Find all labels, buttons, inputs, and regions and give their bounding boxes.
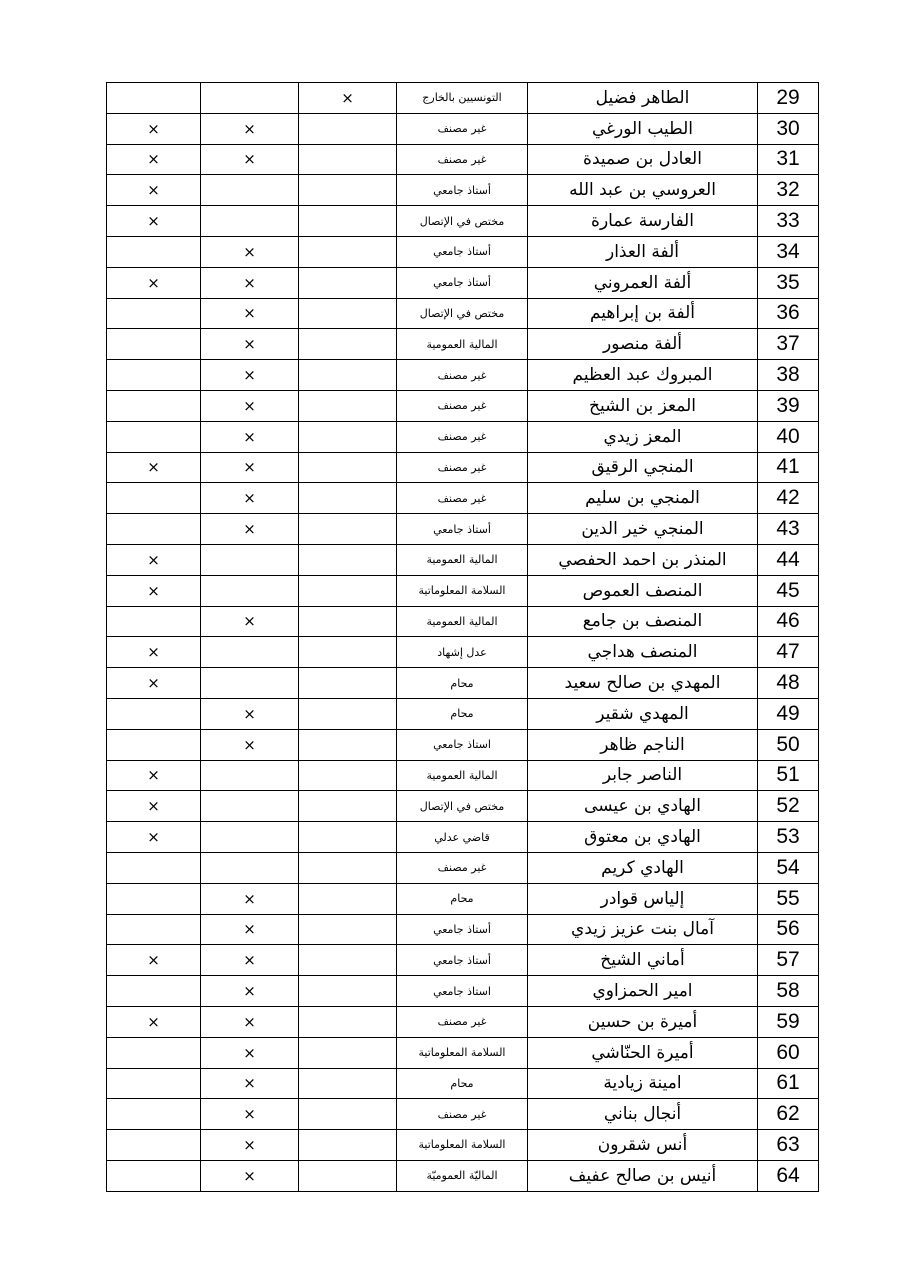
mark-cell-a: × <box>107 945 201 976</box>
mark-cell-a: × <box>107 575 201 606</box>
mark-cell-c <box>299 298 397 329</box>
mark-cell-a <box>107 329 201 360</box>
mark-cell-c <box>299 914 397 945</box>
name-cell: امينة زيادية <box>528 1068 758 1099</box>
mark-cell-c <box>299 390 397 421</box>
table-row <box>107 1160 819 1191</box>
profession-cell: غير مصنف <box>397 1099 528 1130</box>
row-number-cell: 41 <box>758 452 819 483</box>
table-row <box>107 1068 819 1099</box>
row-number-cell: 58 <box>758 976 819 1007</box>
profession-cell: المالية العمومية <box>397 544 528 575</box>
row-number-cell: 30 <box>758 113 819 144</box>
mark-cell-c <box>299 883 397 914</box>
row-number-cell: 56 <box>758 914 819 945</box>
profession-cell: المالية العمومية <box>397 329 528 360</box>
table-row <box>107 822 819 853</box>
name-cell: المعز بن الشيخ <box>528 390 758 421</box>
table-row <box>107 83 819 114</box>
mark-cell-c <box>299 637 397 668</box>
name-cell: المنجي خير الدين <box>528 514 758 545</box>
table-row <box>107 390 819 421</box>
mark-cell-b: × <box>201 914 299 945</box>
mark-cell-c <box>299 1068 397 1099</box>
name-cell: امير الحمزاوي <box>528 976 758 1007</box>
roster-table-body <box>107 83 819 1192</box>
mark-cell-a <box>107 976 201 1007</box>
mark-cell-c <box>299 267 397 298</box>
mark-cell-a: × <box>107 822 201 853</box>
mark-cell-c <box>299 852 397 883</box>
profession-cell: المالية العمومية <box>397 760 528 791</box>
table-row <box>107 1099 819 1130</box>
mark-cell-b: × <box>201 606 299 637</box>
mark-cell-a <box>107 360 201 391</box>
name-cell: ألفة منصور <box>528 329 758 360</box>
row-number-cell: 52 <box>758 791 819 822</box>
mark-cell-a: × <box>107 544 201 575</box>
mark-cell-a: × <box>107 637 201 668</box>
row-number-cell: 64 <box>758 1160 819 1191</box>
mark-cell-b: × <box>201 360 299 391</box>
profession-cell: غير مصنف <box>397 144 528 175</box>
mark-cell-c <box>299 483 397 514</box>
name-cell: الناصر جابر <box>528 760 758 791</box>
mark-cell-c <box>299 575 397 606</box>
table-row <box>107 668 819 699</box>
profession-cell: غير مصنف <box>397 1006 528 1037</box>
profession-cell: أستاذ جامعي <box>397 514 528 545</box>
name-cell: المعز زيدي <box>528 421 758 452</box>
mark-cell-b <box>201 637 299 668</box>
name-cell: ألفة بن إبراهيم <box>528 298 758 329</box>
mark-cell-b: × <box>201 236 299 267</box>
table-row <box>107 760 819 791</box>
row-number-cell: 32 <box>758 175 819 206</box>
profession-cell: السلامة المعلوماتية <box>397 1130 528 1161</box>
mark-cell-b: × <box>201 452 299 483</box>
profession-cell: غير مصنف <box>397 390 528 421</box>
table-row <box>107 144 819 175</box>
mark-cell-b: × <box>201 729 299 760</box>
name-cell: المهدي شقير <box>528 698 758 729</box>
mark-cell-a <box>107 852 201 883</box>
name-cell: الهادي كريم <box>528 852 758 883</box>
mark-cell-b <box>201 668 299 699</box>
name-cell: الطاهر فضيل <box>528 83 758 114</box>
mark-cell-a: × <box>107 668 201 699</box>
mark-cell-a <box>107 729 201 760</box>
table-row <box>107 544 819 575</box>
row-number-cell: 60 <box>758 1037 819 1068</box>
row-number-cell: 46 <box>758 606 819 637</box>
profession-cell: مختص في الإتصال <box>397 298 528 329</box>
row-number-cell: 40 <box>758 421 819 452</box>
mark-cell-a: × <box>107 144 201 175</box>
mark-cell-b <box>201 760 299 791</box>
row-number-cell: 45 <box>758 575 819 606</box>
mark-cell-c <box>299 760 397 791</box>
mark-cell-b: × <box>201 1099 299 1130</box>
mark-cell-a <box>107 483 201 514</box>
table-row <box>107 791 819 822</box>
table-row <box>107 483 819 514</box>
mark-cell-a: × <box>107 1006 201 1037</box>
mark-cell-c <box>299 1160 397 1191</box>
mark-cell-b: × <box>201 1160 299 1191</box>
mark-cell-a <box>107 236 201 267</box>
profession-cell: غير مصنف <box>397 452 528 483</box>
mark-cell-c <box>299 668 397 699</box>
name-cell: أميرة بن حسين <box>528 1006 758 1037</box>
name-cell: المهدي بن صالح سعيد <box>528 668 758 699</box>
mark-cell-b: × <box>201 329 299 360</box>
name-cell: المنصف العموص <box>528 575 758 606</box>
mark-cell-b: × <box>201 514 299 545</box>
row-number-cell: 29 <box>758 83 819 114</box>
mark-cell-b: × <box>201 390 299 421</box>
mark-cell-c <box>299 1006 397 1037</box>
name-cell: الهادي بن عيسى <box>528 791 758 822</box>
mark-cell-c <box>299 421 397 452</box>
row-number-cell: 33 <box>758 206 819 237</box>
name-cell: أنجال بناني <box>528 1099 758 1130</box>
mark-cell-c <box>299 329 397 360</box>
profession-cell: محام <box>397 698 528 729</box>
mark-cell-b: × <box>201 976 299 1007</box>
name-cell: المنجي الرقيق <box>528 452 758 483</box>
name-cell: العروسي بن عبد الله <box>528 175 758 206</box>
table-row <box>107 206 819 237</box>
name-cell: ألفة العمروني <box>528 267 758 298</box>
profession-cell: أستاذ جامعي <box>397 267 528 298</box>
profession-cell: مختص في الإتصال <box>397 206 528 237</box>
mark-cell-c <box>299 144 397 175</box>
name-cell: المنصف هداجي <box>528 637 758 668</box>
mark-cell-b: × <box>201 113 299 144</box>
profession-cell: محام <box>397 668 528 699</box>
profession-cell: استاذ جامعي <box>397 729 528 760</box>
mark-cell-c <box>299 206 397 237</box>
row-number-cell: 55 <box>758 883 819 914</box>
name-cell: الناجم ظاهر <box>528 729 758 760</box>
row-number-cell: 38 <box>758 360 819 391</box>
row-number-cell: 48 <box>758 668 819 699</box>
mark-cell-a: × <box>107 452 201 483</box>
row-number-cell: 54 <box>758 852 819 883</box>
row-number-cell: 37 <box>758 329 819 360</box>
mark-cell-b: × <box>201 883 299 914</box>
profession-cell: السلامة المعلوماتية <box>397 1037 528 1068</box>
mark-cell-c <box>299 1037 397 1068</box>
mark-cell-c <box>299 175 397 206</box>
mark-cell-b: × <box>201 1068 299 1099</box>
row-number-cell: 43 <box>758 514 819 545</box>
table-row <box>107 729 819 760</box>
mark-cell-c <box>299 976 397 1007</box>
mark-cell-c <box>299 514 397 545</box>
table-row <box>107 1037 819 1068</box>
mark-cell-a <box>107 1130 201 1161</box>
mark-cell-c <box>299 452 397 483</box>
mark-cell-a <box>107 883 201 914</box>
mark-cell-c <box>299 236 397 267</box>
row-number-cell: 57 <box>758 945 819 976</box>
table-row <box>107 883 819 914</box>
profession-cell: غير مصنف <box>397 483 528 514</box>
mark-cell-b: × <box>201 1130 299 1161</box>
mark-cell-b <box>201 175 299 206</box>
name-cell: الهادي بن معتوق <box>528 822 758 853</box>
mark-cell-c <box>299 360 397 391</box>
mark-cell-c <box>299 791 397 822</box>
mark-cell-b <box>201 852 299 883</box>
profession-cell: محام <box>397 1068 528 1099</box>
name-cell: ألفة العذار <box>528 236 758 267</box>
mark-cell-b: × <box>201 945 299 976</box>
name-cell: أميرة الحنّاشي <box>528 1037 758 1068</box>
mark-cell-a: × <box>107 206 201 237</box>
row-number-cell: 35 <box>758 267 819 298</box>
mark-cell-c <box>299 606 397 637</box>
mark-cell-a: × <box>107 791 201 822</box>
table-row <box>107 360 819 391</box>
table-row <box>107 113 819 144</box>
row-number-cell: 50 <box>758 729 819 760</box>
name-cell: الفارسة عمارة <box>528 206 758 237</box>
row-number-cell: 53 <box>758 822 819 853</box>
row-number-cell: 59 <box>758 1006 819 1037</box>
name-cell: المنجي بن سليم <box>528 483 758 514</box>
profession-cell: مختص في الإتصال <box>397 791 528 822</box>
mark-cell-a <box>107 1099 201 1130</box>
profession-cell: غير مصنف <box>397 360 528 391</box>
profession-cell: غير مصنف <box>397 113 528 144</box>
mark-cell-b: × <box>201 144 299 175</box>
profession-cell: أستاذ جامعي <box>397 175 528 206</box>
name-cell: أماني الشيخ <box>528 945 758 976</box>
row-number-cell: 47 <box>758 637 819 668</box>
profession-cell: السلامة المعلوماتية <box>397 575 528 606</box>
table-row <box>107 175 819 206</box>
table-row <box>107 298 819 329</box>
name-cell: أنس شقرون <box>528 1130 758 1161</box>
mark-cell-c <box>299 822 397 853</box>
mark-cell-a <box>107 1037 201 1068</box>
mark-cell-c <box>299 698 397 729</box>
table-row <box>107 606 819 637</box>
mark-cell-b <box>201 206 299 237</box>
mark-cell-b <box>201 575 299 606</box>
table-row <box>107 914 819 945</box>
mark-cell-a: × <box>107 113 201 144</box>
mark-cell-a <box>107 514 201 545</box>
profession-cell: الماليّة العموميّة <box>397 1160 528 1191</box>
name-cell: العادل بن صميدة <box>528 144 758 175</box>
name-cell: الطيب الورغي <box>528 113 758 144</box>
row-number-cell: 62 <box>758 1099 819 1130</box>
profession-cell: أستاذ جامعي <box>397 914 528 945</box>
table-row <box>107 421 819 452</box>
profession-cell: التونسيين بالخارج <box>397 83 528 114</box>
mark-cell-b: × <box>201 421 299 452</box>
mark-cell-c <box>299 729 397 760</box>
table-row <box>107 852 819 883</box>
mark-cell-a <box>107 1160 201 1191</box>
mark-cell-a <box>107 421 201 452</box>
name-cell: إلياس قوادر <box>528 883 758 914</box>
mark-cell-c <box>299 1099 397 1130</box>
row-number-cell: 51 <box>758 760 819 791</box>
mark-cell-c <box>299 113 397 144</box>
row-number-cell: 44 <box>758 544 819 575</box>
mark-cell-b <box>201 791 299 822</box>
mark-cell-b <box>201 822 299 853</box>
mark-cell-a <box>107 1068 201 1099</box>
row-number-cell: 49 <box>758 698 819 729</box>
mark-cell-b <box>201 83 299 114</box>
mark-cell-c <box>299 945 397 976</box>
profession-cell: غير مصنف <box>397 421 528 452</box>
row-number-cell: 36 <box>758 298 819 329</box>
mark-cell-b: × <box>201 1006 299 1037</box>
mark-cell-a <box>107 606 201 637</box>
mark-cell-a <box>107 83 201 114</box>
table-row <box>107 267 819 298</box>
mark-cell-a: × <box>107 175 201 206</box>
mark-cell-a: × <box>107 267 201 298</box>
mark-cell-a <box>107 698 201 729</box>
table-row <box>107 945 819 976</box>
mark-cell-c <box>299 1130 397 1161</box>
mark-cell-c: × <box>299 83 397 114</box>
row-number-cell: 31 <box>758 144 819 175</box>
mark-cell-b: × <box>201 1037 299 1068</box>
table-row <box>107 575 819 606</box>
table-row <box>107 329 819 360</box>
table-row <box>107 236 819 267</box>
table-row <box>107 976 819 1007</box>
mark-cell-a: × <box>107 760 201 791</box>
profession-cell: قاضي عدلي <box>397 822 528 853</box>
mark-cell-b <box>201 544 299 575</box>
mark-cell-b: × <box>201 298 299 329</box>
name-cell: آمال بنت عزيز زيدي <box>528 914 758 945</box>
mark-cell-a <box>107 298 201 329</box>
table-row <box>107 698 819 729</box>
profession-cell: المالية العمومية <box>397 606 528 637</box>
row-number-cell: 39 <box>758 390 819 421</box>
mark-cell-b: × <box>201 698 299 729</box>
row-number-cell: 34 <box>758 236 819 267</box>
table-row <box>107 1130 819 1161</box>
profession-cell: غير مصنف <box>397 852 528 883</box>
profession-cell: أستاذ جامعي <box>397 236 528 267</box>
profession-cell: استاذ جامعي <box>397 976 528 1007</box>
name-cell: المبروك عبد العظيم <box>528 360 758 391</box>
row-number-cell: 63 <box>758 1130 819 1161</box>
table-row <box>107 637 819 668</box>
mark-cell-b: × <box>201 483 299 514</box>
table-row <box>107 452 819 483</box>
mark-cell-c <box>299 544 397 575</box>
mark-cell-a <box>107 914 201 945</box>
table-row <box>107 1006 819 1037</box>
row-number-cell: 61 <box>758 1068 819 1099</box>
roster-table <box>106 82 819 1192</box>
mark-cell-b: × <box>201 267 299 298</box>
name-cell: المنصف بن جامع <box>528 606 758 637</box>
profession-cell: عدل إشهاد <box>397 637 528 668</box>
profession-cell: محام <box>397 883 528 914</box>
mark-cell-a <box>107 390 201 421</box>
table-row <box>107 514 819 545</box>
profession-cell: أستاذ جامعي <box>397 945 528 976</box>
row-number-cell: 42 <box>758 483 819 514</box>
name-cell: أنيس بن صالح عفيف <box>528 1160 758 1191</box>
name-cell: المنذر بن احمد الحفصي <box>528 544 758 575</box>
